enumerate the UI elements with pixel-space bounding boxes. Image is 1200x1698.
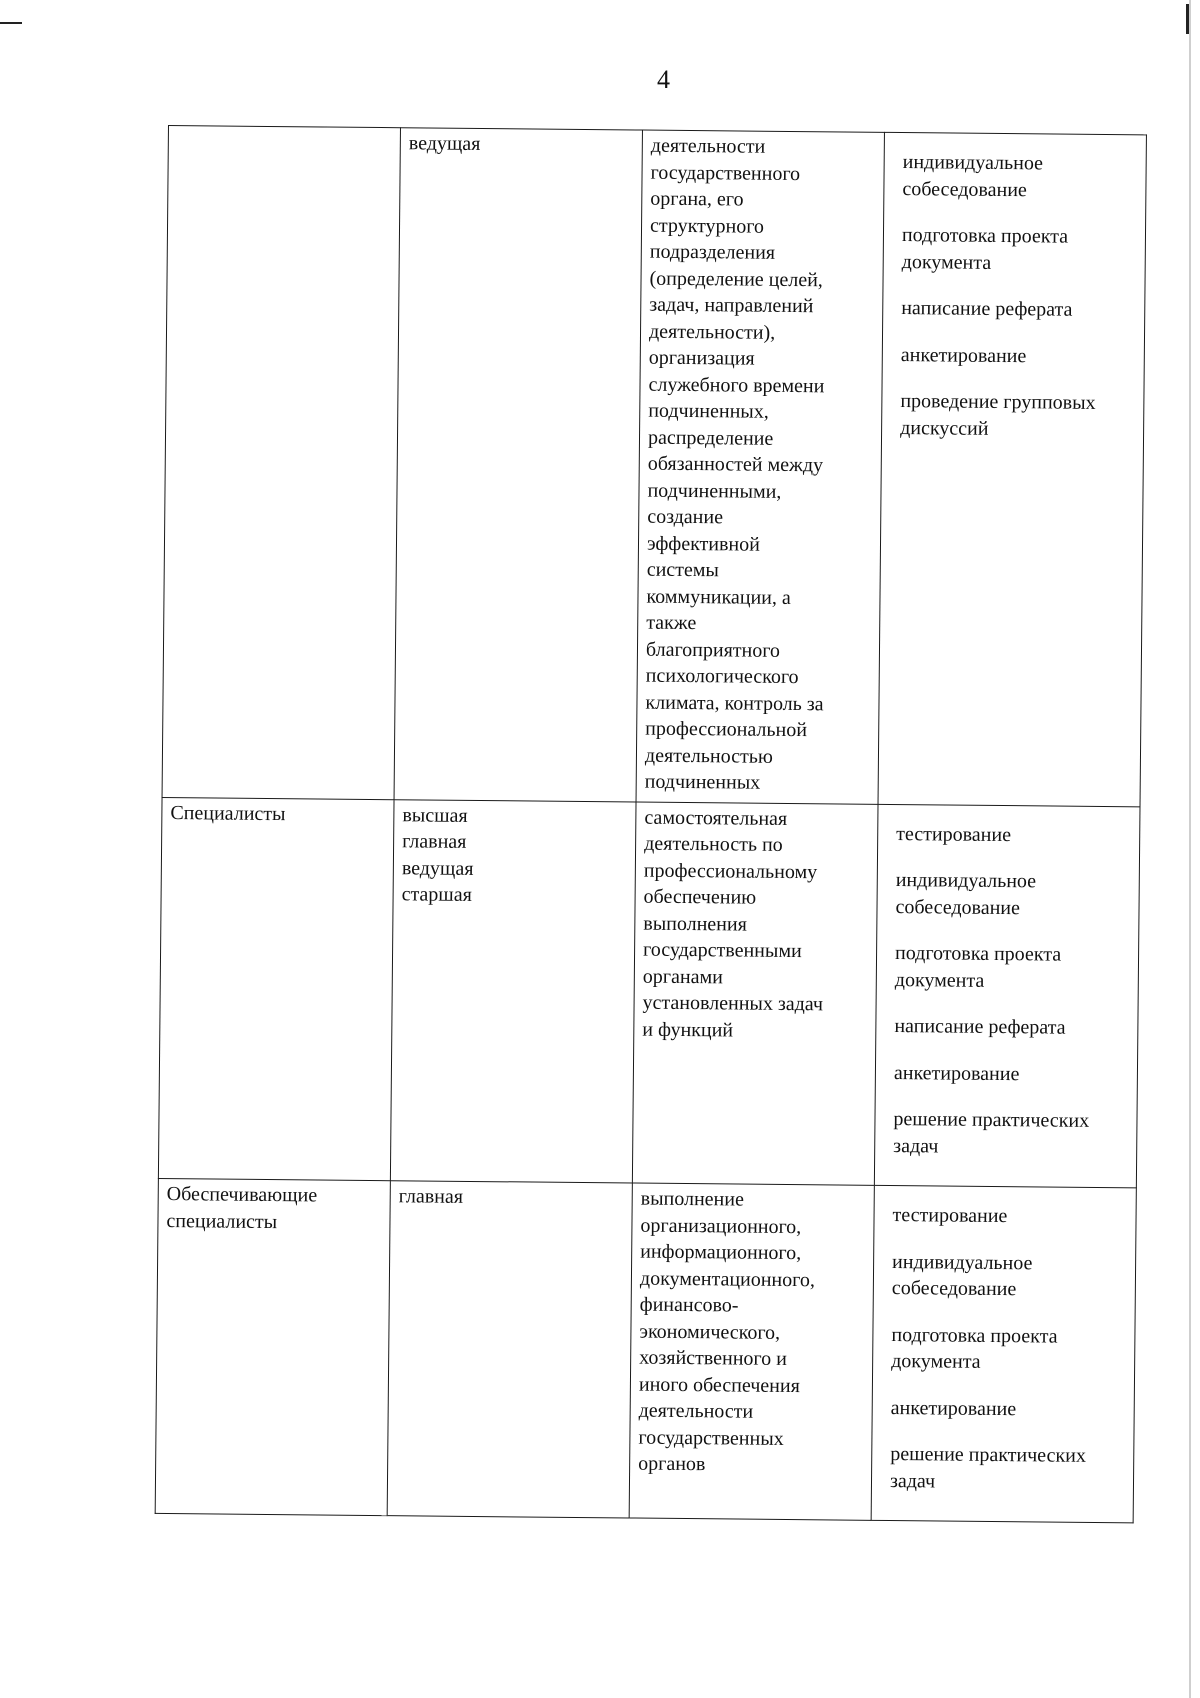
qualification-table bbox=[155, 125, 1147, 1523]
description-line: иного обеспечения bbox=[638, 1373, 800, 1397]
description-line: деятельности bbox=[650, 134, 766, 158]
group-label: ведущая bbox=[408, 132, 481, 155]
methods-cell bbox=[874, 804, 1140, 1188]
description-line: государственными bbox=[643, 938, 802, 963]
method-item: анкетирование bbox=[890, 1396, 1017, 1420]
table-row bbox=[162, 126, 1146, 807]
description-line: задач, направлений bbox=[649, 293, 814, 318]
method-item: написание реферата bbox=[901, 297, 1073, 321]
category-cell bbox=[155, 1178, 390, 1515]
description-line: обязанностей между bbox=[647, 452, 824, 477]
methods-cell bbox=[871, 1185, 1136, 1522]
description-line: организационного, bbox=[640, 1214, 802, 1238]
table-row bbox=[158, 797, 1140, 1188]
method-item: написание реферата bbox=[894, 1015, 1066, 1039]
description-line: (определение целей, bbox=[649, 267, 823, 291]
method-item: анкетирование bbox=[900, 343, 1027, 367]
description-line: органами bbox=[642, 965, 723, 988]
group-label: высшая bbox=[402, 803, 468, 827]
description-line: экономического, bbox=[639, 1320, 781, 1344]
description-line: выполнение bbox=[640, 1187, 744, 1211]
groups-cell bbox=[390, 799, 636, 1183]
method-item: индивидуальное собеседование bbox=[902, 151, 1044, 201]
method-item: индивидуальное собеседование bbox=[891, 1250, 1033, 1301]
description-line: также bbox=[646, 611, 697, 635]
description-line: государственного bbox=[650, 161, 801, 185]
description-line: распределение bbox=[647, 426, 774, 450]
group-label: главная bbox=[398, 1185, 464, 1208]
category-label bbox=[177, 128, 392, 130]
page-number: 4 bbox=[657, 65, 670, 94]
group-label: главная bbox=[402, 830, 467, 853]
description-line: обеспечению bbox=[643, 885, 757, 909]
method-item: подготовка проекта документа bbox=[891, 1323, 1058, 1373]
category-cell bbox=[162, 126, 400, 800]
description-line: профессиональному bbox=[643, 859, 818, 883]
description-cell bbox=[636, 130, 884, 804]
category-cell bbox=[158, 797, 394, 1181]
description-line: психологического bbox=[645, 664, 799, 689]
method-item: решение практических задач bbox=[893, 1108, 1090, 1157]
method-item: тестирование bbox=[896, 822, 1012, 846]
description-line: установленных задач bbox=[642, 991, 824, 1016]
method-item: подготовка проекта документа bbox=[901, 224, 1069, 274]
description-line: деятельность по bbox=[644, 832, 783, 856]
description-line: деятельностью bbox=[644, 744, 773, 768]
description-line: эффективной bbox=[646, 532, 760, 556]
table-row bbox=[155, 1178, 1136, 1522]
description-line: органа, его bbox=[650, 187, 744, 211]
category-label: Специалисты bbox=[170, 801, 286, 825]
description-line: подчиненными, bbox=[647, 479, 782, 503]
description-line: хозяйственного и bbox=[639, 1346, 787, 1370]
description-line: коммуникации, а bbox=[646, 585, 791, 609]
description-line: деятельности bbox=[638, 1399, 754, 1423]
description-line: подчиненных, bbox=[648, 399, 769, 423]
group-label: ведущая bbox=[401, 856, 474, 880]
description-line: выполнения bbox=[643, 912, 747, 936]
description-line: информационного, bbox=[640, 1240, 802, 1265]
description-line: подразделения bbox=[649, 240, 776, 264]
description-line: климата, контроль за bbox=[645, 691, 824, 715]
description-line: и функций bbox=[642, 1018, 734, 1041]
description-cell bbox=[629, 1183, 874, 1520]
description-line: организация bbox=[648, 346, 755, 370]
group-label: старшая bbox=[401, 883, 472, 906]
description-line: государственных bbox=[638, 1426, 784, 1450]
method-item: тестирование bbox=[892, 1204, 1008, 1228]
description-line: финансово- bbox=[639, 1293, 739, 1317]
description-cell bbox=[632, 802, 878, 1186]
method-item: подготовка проекта документа bbox=[894, 942, 1062, 992]
groups-cell bbox=[394, 128, 642, 802]
description-line: органов bbox=[638, 1452, 706, 1476]
category-label: Обеспечивающие специалисты bbox=[166, 1183, 318, 1233]
scan-mark-top bbox=[0, 22, 22, 24]
method-item: индивидуальное собеседование bbox=[895, 869, 1037, 919]
description-line: подчиненных bbox=[644, 770, 761, 794]
description-line: системы bbox=[646, 558, 720, 582]
description-line: структурного bbox=[649, 214, 765, 238]
scan-edge-right bbox=[1189, 0, 1191, 1698]
description-line: деятельности), bbox=[648, 320, 776, 344]
description-line: документационного, bbox=[639, 1267, 816, 1291]
description-line: служебного времени bbox=[648, 373, 825, 397]
description-line: профессиональной bbox=[645, 717, 808, 742]
methods-cell bbox=[878, 132, 1146, 806]
method-item: проведение групповых дискуссий bbox=[900, 390, 1096, 440]
method-item: решение практических задач bbox=[889, 1442, 1087, 1492]
groups-cell bbox=[387, 1181, 632, 1518]
description-line: создание bbox=[647, 505, 724, 529]
description-line: благоприятного bbox=[645, 638, 781, 662]
method-item: анкетирование bbox=[893, 1061, 1020, 1085]
description-line: самостоятельная bbox=[644, 806, 788, 830]
